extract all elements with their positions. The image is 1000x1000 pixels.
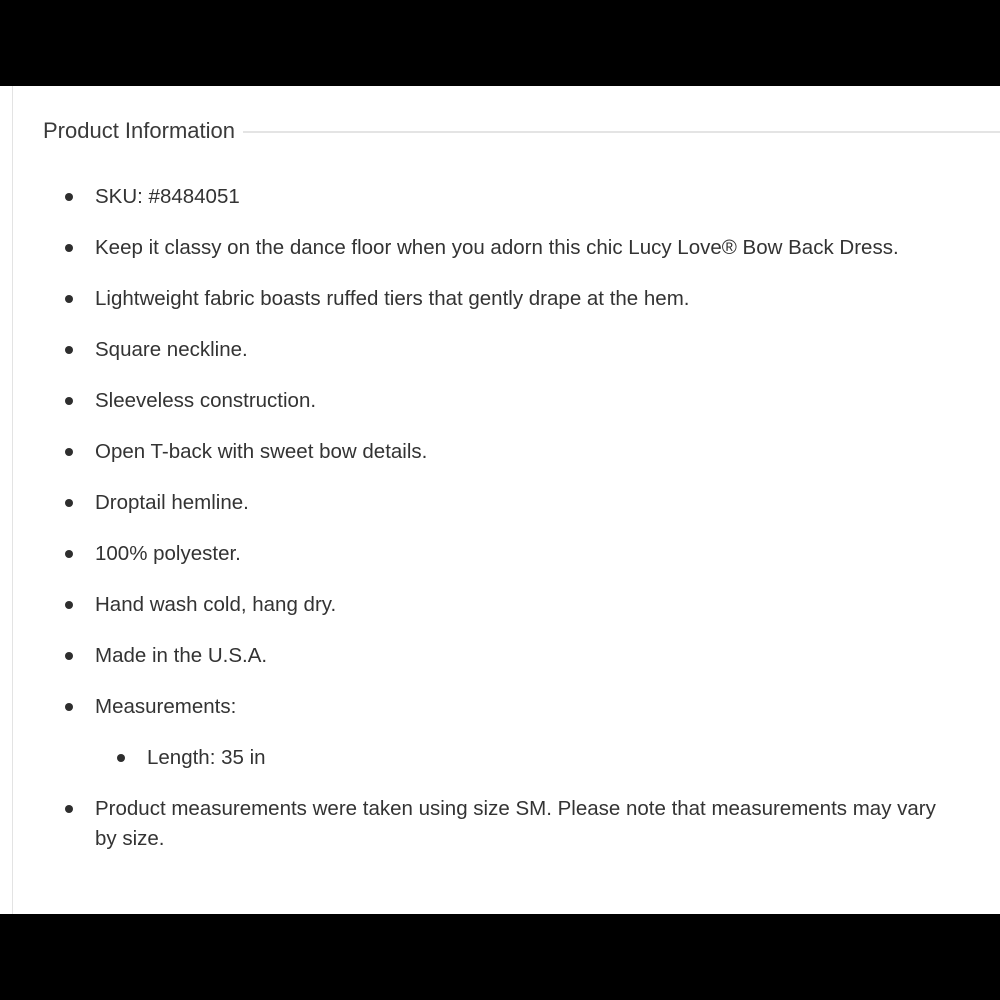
list-item: [95, 335, 955, 365]
back-detail-text: Open T-back with sweet bow details.: [95, 440, 428, 463]
bullet-icon: [65, 703, 73, 711]
section-title: Product Information: [43, 118, 235, 143]
list-item: [95, 182, 955, 212]
bullet-icon: [65, 601, 73, 609]
section-header: [43, 114, 1000, 148]
measurements-sublist: [95, 743, 955, 773]
description-text: Keep it classy on the dance floor when you adorn this chic Lucy Love® Bow Back Dress.: [95, 236, 899, 259]
bullet-icon: [65, 499, 73, 507]
product-info-panel: [0, 86, 1000, 914]
list-item: [95, 692, 955, 773]
bullet-icon: [65, 550, 73, 558]
length-text: Length: 35 in: [147, 746, 266, 769]
list-item: [95, 641, 955, 671]
list-item: [95, 386, 955, 416]
material-text: 100% polyester.: [95, 542, 241, 565]
list-item: [95, 488, 955, 518]
list-item: [147, 743, 955, 773]
bullet-icon: [117, 754, 125, 762]
measurement-note-text: Product measurements were taken using size SM. Please note that measurements may vary by size.: [95, 797, 936, 850]
bullet-icon: [65, 295, 73, 303]
neckline-text: Square neckline.: [95, 338, 248, 361]
origin-text: Made in the U.S.A.: [95, 644, 268, 667]
list-item: [95, 233, 955, 263]
sku-text: SKU: #8484051: [95, 185, 240, 208]
bullet-icon: [65, 346, 73, 354]
header-divider: [243, 131, 1000, 133]
measurements-label: Measurements:: [95, 695, 237, 718]
list-item: [95, 590, 955, 620]
panel-left-border: [12, 86, 13, 914]
list-item: [95, 794, 955, 854]
fabric-text: Lightweight fabric boasts ruffed tiers that gently drape at the hem.: [95, 287, 690, 310]
bullet-icon: [65, 805, 73, 813]
bullet-icon: [65, 652, 73, 660]
bullet-icon: [65, 397, 73, 405]
list-item: [95, 437, 955, 467]
bullet-icon: [65, 193, 73, 201]
product-details-list: [95, 182, 955, 875]
list-item: [95, 539, 955, 569]
bullet-icon: [65, 448, 73, 456]
bullet-icon: [65, 244, 73, 252]
hemline-text: Droptail hemline.: [95, 491, 249, 514]
care-text: Hand wash cold, hang dry.: [95, 593, 337, 616]
construction-text: Sleeveless construction.: [95, 389, 317, 412]
list-item: [95, 284, 955, 314]
